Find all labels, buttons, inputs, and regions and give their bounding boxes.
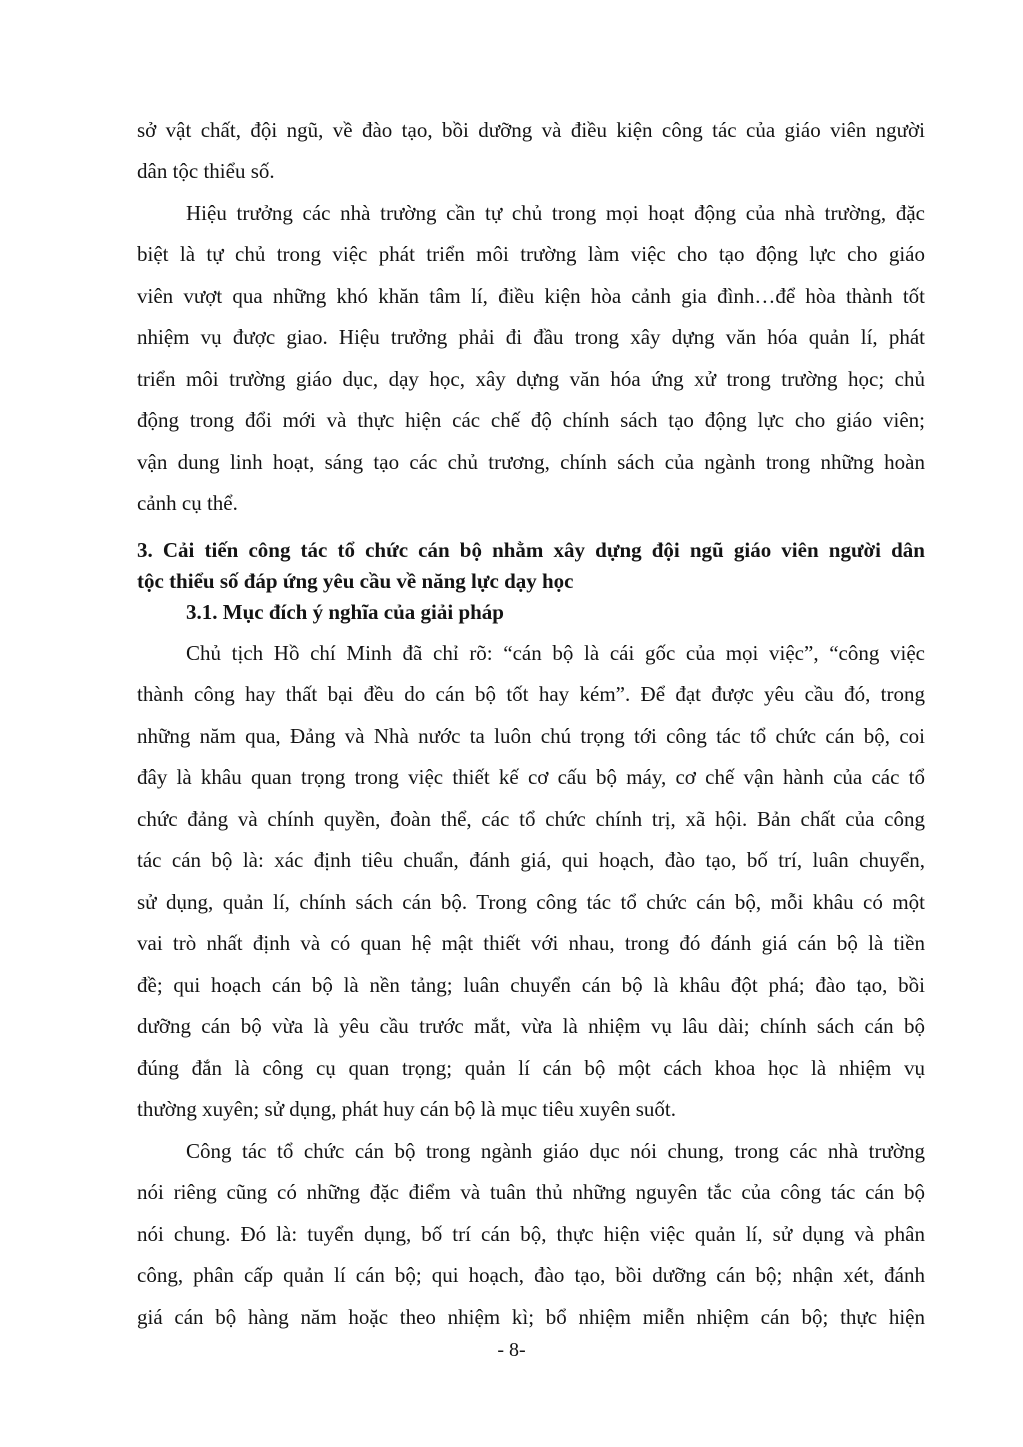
text-line: triển môi trường giáo dục, dạy học, xây dựng văn hóa ứng xử trong trường học; chủ (137, 367, 925, 391)
text-line: cảnh cụ thể. (137, 491, 238, 515)
text-line: những năm qua, Đảng và Nhà nước ta luôn chú trọng tới công tác tổ chức cán bộ, coi (137, 724, 925, 748)
text-line: Hiệu trưởng các nhà trường cần tự chủ trong mọi hoạt động của nhà trường, đặc (186, 201, 925, 225)
text-line: nhiệm vụ được giao. Hiệu trưởng phải đi đầu trong xây dựng văn hóa quản lí, phát (137, 325, 925, 349)
heading-line: tộc thiểu số đáp ứng yêu cầu về năng lực dạy học (137, 569, 574, 593)
text-line: sở vật chất, đội ngũ, về đào tạo, bồi dưỡng và điều kiện công tác của giáo viên người (137, 118, 925, 142)
text-line: sử dụng, quản lí, chính sách cán bộ. Trong công tác tổ chức cán bộ, mỗi khâu có một (137, 890, 925, 914)
text-line: vai trò nhất định và có quan hệ mật thiết với nhau, trong đó đánh giá cán bộ là tiền (137, 931, 925, 955)
text-line: Chủ tịch Hồ chí Minh đã chỉ rõ: “cán bộ là cái gốc của mọi việc”, “công việc (186, 641, 925, 665)
text-line: tác cán bộ là: xác định tiêu chuẩn, đánh giá, qui hoạch, đào tạo, bố trí, luân chuyển, (137, 848, 925, 872)
text-line: thành công hay thất bại đều do cán bộ tốt hay kém”. Để đạt được yêu cầu đó, trong (137, 682, 925, 706)
heading-line: 3. Cải tiến công tác tổ chức cán bộ nhằm xây dựng đội ngũ giáo viên người dân (137, 538, 925, 562)
page-number: - 8- (497, 1339, 526, 1361)
text-line: động trong đổi mới và thực hiện các chế độ chính sách tạo động lực cho giáo viên; (137, 408, 925, 432)
text-line: nói riêng cũng có những đặc điểm và tuân thủ những nguyên tắc của công tác cán bộ (137, 1180, 925, 1204)
text-line: công, phân cấp quản lí cán bộ; qui hoạch, đào tạo, bồi dưỡng cán bộ; nhận xét, đánh (137, 1263, 925, 1287)
subsection-heading: 3.1. Mục đích ý nghĩa của giải pháp (186, 600, 504, 624)
text-line: dưỡng cán bộ vừa là yêu cầu trước mắt, vừa là nhiệm vụ lâu dài; chính sách cán bộ (137, 1014, 925, 1038)
text-line: biệt là tự chủ trong việc phát triển môi trường làm việc cho tạo động lực cho giáo (137, 242, 925, 266)
text-line: đây là khâu quan trọng trong việc thiết kế cơ cấu bộ máy, cơ chế vận hành của các tổ (137, 765, 925, 789)
text-line: chức đảng và chính quyền, đoàn thể, các tổ chức chính trị, xã hội. Bản chất của công (137, 807, 925, 831)
text-line: vận dung linh hoạt, sáng tạo các chủ trương, chính sách của ngành trong những hoàn (137, 450, 925, 474)
text-line: nói chung. Đó là: tuyển dụng, bố trí cán bộ, thực hiện việc quản lí, sử dụng và phân (137, 1222, 925, 1246)
text-line: dân tộc thiểu số. (137, 159, 275, 183)
text-line: đề; qui hoạch cán bộ là nền tảng; luân chuyển cán bộ là khâu đột phá; đào tạo, bồi (137, 973, 925, 997)
text-line: Công tác tổ chức cán bộ trong ngành giáo dục nói chung, trong các nhà trường (186, 1139, 925, 1163)
text-line: thường xuyên; sử dụng, phát huy cán bộ là mục tiêu xuyên suốt. (137, 1097, 676, 1121)
text-line: đúng đắn là công cụ quan trọng; quản lí cán bộ một cách khoa học là nhiệm vụ (137, 1056, 925, 1080)
text-line: viên vượt qua những khó khăn tâm lí, điều kiện hòa cảnh gia đình…để hòa thành tốt (137, 284, 925, 308)
text-line: giá cán bộ hàng năm hoặc theo nhiệm kì; bổ nhiệm miễn nhiệm cán bộ; thực hiện (137, 1305, 925, 1329)
